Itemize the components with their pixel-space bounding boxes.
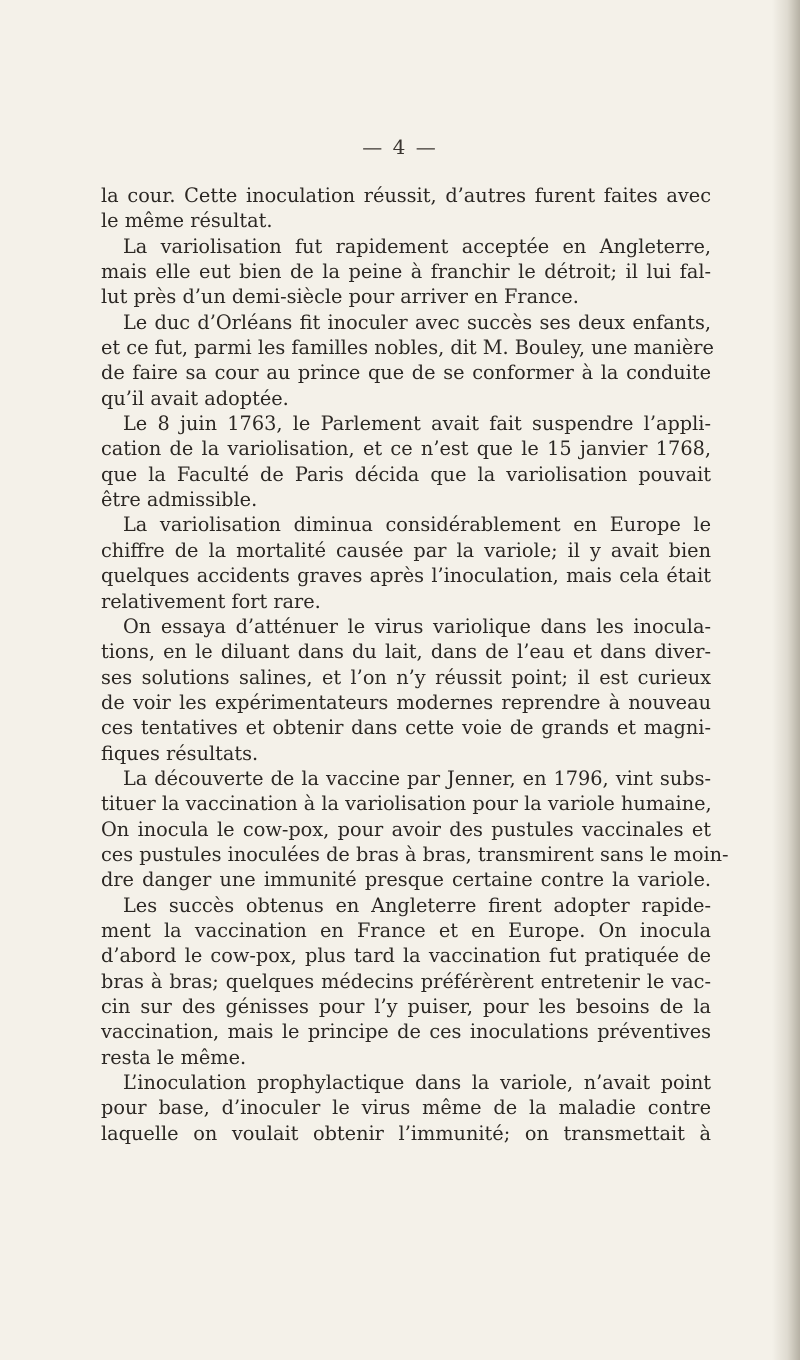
text-line: le même résultat. (101, 209, 273, 233)
body-text (101, 183, 729, 1146)
text-line: bras à bras; quelques médecins préférèrent entretenir le vac- (101, 969, 711, 993)
text-line: tituer la vaccination à la variolisation pour la variole humaine, (101, 792, 712, 816)
text-line: On essaya d’atténuer le virus variolique dans les inocula- (123, 614, 711, 638)
text-line: d’abord le cow-pox, plus tard la vaccination fut pratiquée de (101, 944, 711, 968)
page-number: — 4 — (362, 135, 438, 159)
text-line: dre danger une immunité presque certaine contre la variole. (101, 868, 711, 892)
text-line: être admissible. (101, 488, 258, 512)
text-line: que la Faculté de Paris décida que la variolisation pouvait (101, 462, 711, 486)
text-line: quelques accidents graves après l’inoculation, mais cela était (101, 564, 711, 588)
text-line: cation de la variolisation, et ce n’est que le 15 janvier 1768, (101, 437, 711, 461)
page-edge-shadow (772, 0, 800, 1360)
text-line: L’inoculation prophylactique dans la variole, n’avait point (123, 1071, 711, 1095)
text-line: ses solutions salines, et l’on n’y réussit point; il est curieux (101, 665, 711, 689)
text-line: cin sur des génisses pour l’y puiser, pour les besoins de la (101, 995, 711, 1018)
text-line: La découverte de la vaccine par Jenner, en 1796, vint subs- (123, 766, 711, 790)
text-line: La variolisation diminua considérablement en Europe le (123, 513, 711, 537)
text-line: pour base, d’inoculer le virus même de la maladie contre (101, 1096, 711, 1120)
text-line: resta le même. (101, 1045, 247, 1069)
text-line: chiffre de la mortalité causée par la variole; il y avait bien (101, 538, 711, 562)
text-line: laquelle on voulait obtenir l’immunité; on transmettait à (101, 1121, 711, 1145)
text-line: et ce fut, parmi les familles nobles, dit M. Bouley, une manière (101, 336, 714, 360)
text-line: lut près d’un demi-siècle pour arriver en France. (101, 285, 579, 309)
text-line: La variolisation fut rapidement acceptée en Angleterre, (123, 234, 711, 258)
text-line: de voir les expérimentateurs modernes reprendre à nouveau (101, 690, 711, 714)
text-line: ces tentatives et obtenir dans cette voie de grands et magni- (101, 716, 711, 740)
text-line: On inocula le cow-pox, pour avoir des pustules vaccinales et (101, 817, 711, 841)
text-line: la cour. Cette inoculation réussit, d’autres furent faites avec (101, 184, 711, 207)
text-line: ces pustules inoculées de bras à bras, transmirent sans le moin- (101, 842, 729, 866)
text-line: Les succès obtenus en Angleterre firent adopter rapide- (123, 893, 711, 917)
text-line: tions, en le diluant dans du lait, dans de l’eau et dans diver- (101, 640, 711, 664)
text-line: mais elle eut bien de la peine à franchir le détroit; il lui fal- (101, 260, 711, 284)
text-line: relativement fort rare. (101, 589, 321, 613)
text-line: de faire sa cour au prince que de se conformer à la conduite (101, 361, 711, 385)
text-line: fiques résultats. (101, 741, 259, 765)
text-line: Le 8 juin 1763, le Parlement avait fait suspendre l’appli- (123, 412, 711, 436)
text-line: vaccination, mais le principe de ces inoculations préventives (101, 1020, 711, 1044)
text-line: ment la vaccination en France et en Europe. On inocula (101, 918, 711, 942)
text-line: Le duc d’Orléans fit inoculer avec succès ses deux enfants, (123, 310, 711, 334)
text-line: qu’il avait adoptée. (101, 386, 289, 410)
